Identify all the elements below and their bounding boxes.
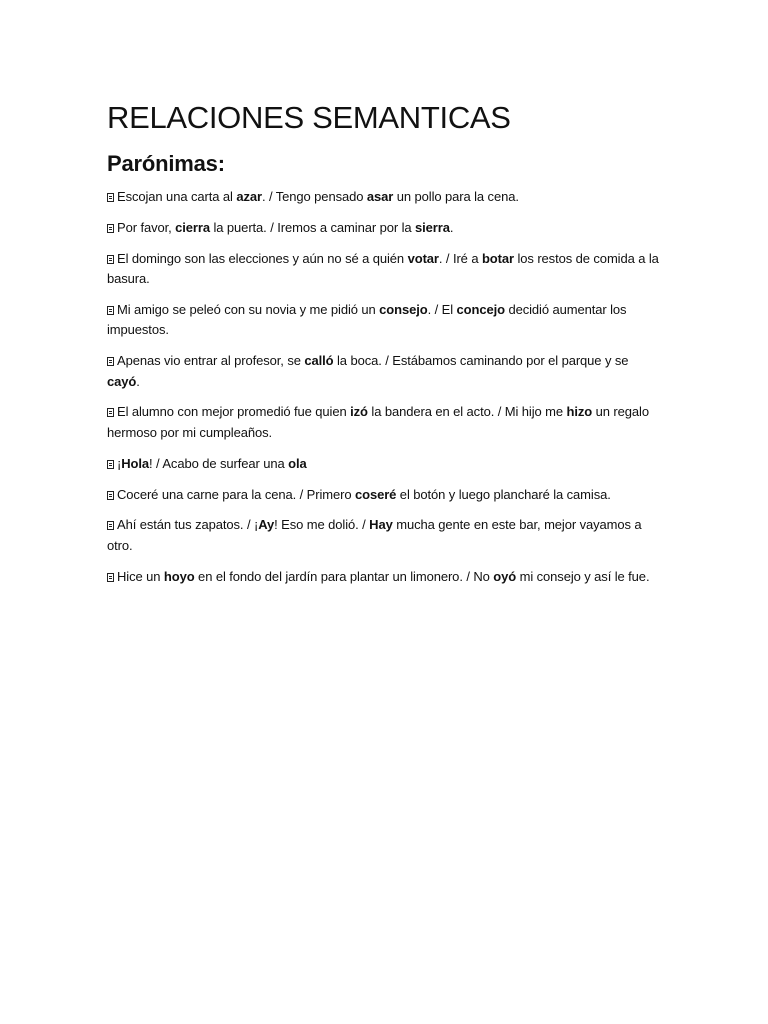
paronym-word: hoyo [163, 568, 195, 584]
sentence-text: un regalo hermoso por mi cumpleaños. [107, 404, 649, 440]
paronym-word: azar [236, 189, 262, 204]
bullet-icon [107, 357, 114, 366]
sentence-text: la boca. / Estábamos caminando por el parque y se [333, 353, 629, 369]
paronym-word: calló [304, 353, 334, 369]
paronym-word: votar [407, 250, 439, 266]
sentence-text: Hice un [117, 568, 164, 584]
paronym-word: consejo [379, 301, 428, 317]
sentence-text: ¡ [117, 455, 122, 471]
paronym-word: ola [288, 455, 307, 471]
bullet-icon [107, 521, 114, 530]
paronym-word: Ay [258, 517, 275, 533]
list-item [107, 218, 662, 239]
sentence-text: . / Iré a [438, 250, 482, 266]
bullet-icon [107, 491, 114, 500]
list-item [107, 300, 662, 341]
bullet-icon [107, 573, 114, 582]
sentence-text: la puerta. / Iremos a caminar por la [209, 219, 415, 235]
sentence-text: la bandera en el acto. / Mi hijo me [367, 404, 567, 420]
sentence-text: Ahí están tus zapatos. / ¡ [117, 517, 259, 533]
list-item [107, 249, 662, 290]
sentence-text: . [136, 373, 140, 389]
sentence-text: . / El [427, 301, 457, 317]
sentence-text: mi consejo y así le fue. [516, 568, 650, 584]
paronym-word: izó [350, 404, 368, 420]
sentence-text: ! Eso me dolió. / [274, 517, 370, 533]
sentence-text: . [449, 219, 454, 235]
bullet-icon [107, 460, 114, 469]
list-item [107, 402, 662, 443]
page-title: RELACIONES SEMANTICAS [107, 100, 511, 135]
paronym-word: cayó [107, 373, 137, 389]
list-item [107, 485, 662, 506]
sentence-text: El alumno con mejor promedió fue quien [117, 404, 351, 420]
bullet-icon [107, 408, 114, 417]
paronym-word: hizo [566, 404, 593, 420]
list-item [107, 567, 662, 588]
paronym-word: asar [366, 189, 394, 204]
paronym-word: sierra [415, 219, 450, 235]
sentence-text: Mi amigo se peleó con su novia y me pidió un [117, 301, 380, 317]
paronym-word: Hay [369, 517, 393, 533]
sentence-text: mucha gente en este bar, mejor vayamos a otro. [107, 517, 642, 553]
bullet-icon [107, 224, 114, 233]
sentence-text: Escojan una carta al [117, 189, 237, 204]
sentence-text: Por favor, [117, 219, 176, 235]
list-item [107, 515, 662, 556]
bullet-icon [107, 306, 114, 315]
sentence-text: El domingo son las elecciones y aún no sé a quién [117, 250, 408, 266]
bullet-icon [107, 193, 114, 202]
list-item [107, 454, 662, 475]
section-heading: Parónimas: [107, 151, 225, 176]
sentence-text: los restos de comida a la basura. [107, 250, 659, 287]
bullet-icon [107, 255, 114, 264]
sentence-text: ! / Acabo de surfear una [149, 455, 289, 471]
sentence-text: en el fondo del jardín para plantar un limonero. / No [194, 568, 494, 584]
paronym-word: Hola [121, 455, 150, 471]
list-item [107, 351, 662, 392]
sentence-text: decidió aumentar los impuestos. [107, 301, 627, 338]
paronym-word: botar [481, 250, 514, 266]
paronym-word: cierra [175, 219, 210, 235]
paronym-list [107, 187, 662, 587]
sentence-text: un pollo para la cena. [393, 189, 519, 204]
paronym-word: coseré [354, 486, 397, 502]
sentence-text: Coceré una carne para la cena. / Primero [117, 486, 355, 502]
sentence-text: Apenas vio entrar al profesor, se [117, 353, 305, 369]
document-page [107, 92, 662, 597]
list-item [107, 187, 662, 208]
sentence-text: . / Tengo pensado [261, 189, 367, 204]
sentence-text: el botón y luego plancharé la camisa. [396, 486, 611, 502]
paronym-word: concejo [456, 301, 505, 317]
paronym-word: oyó [493, 568, 517, 584]
